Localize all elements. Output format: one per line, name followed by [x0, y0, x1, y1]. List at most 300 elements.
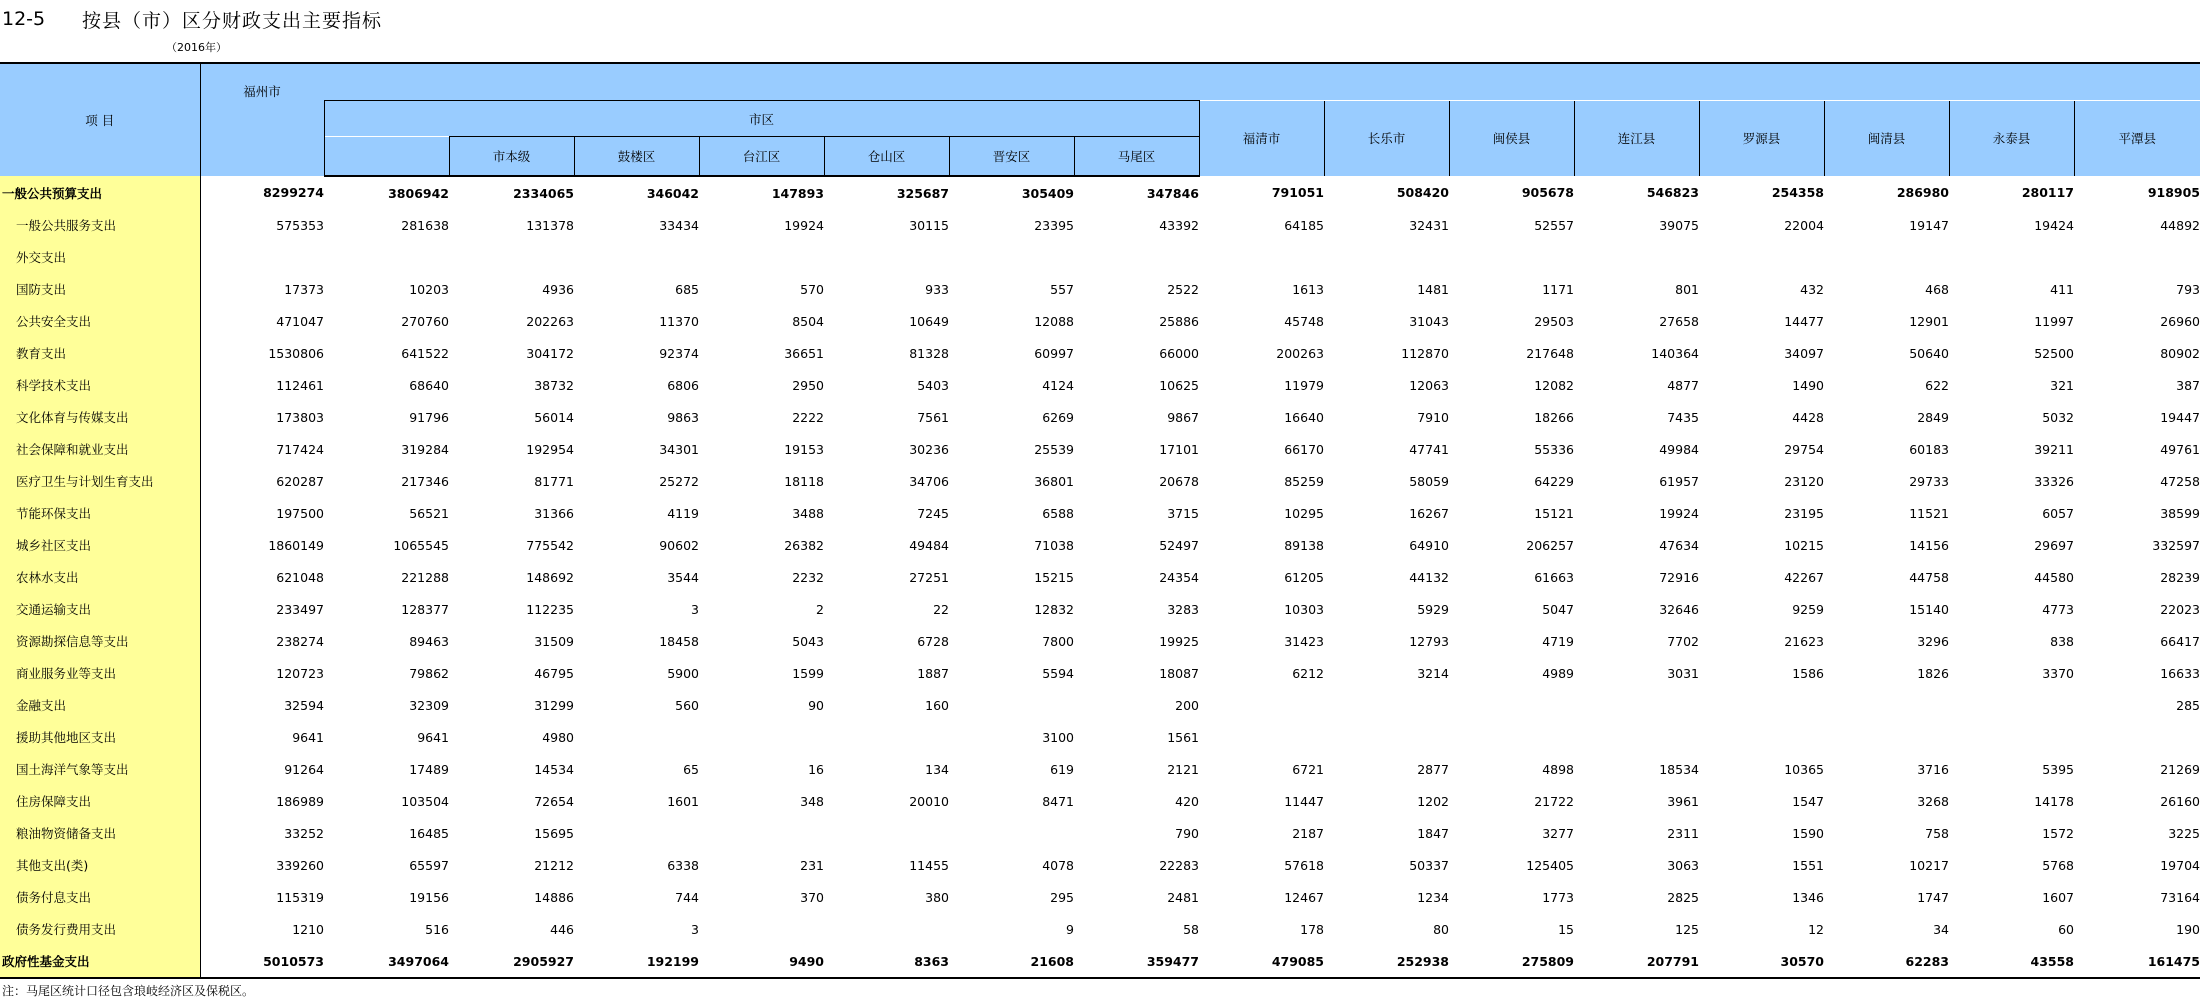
table-cell: 43392	[1159, 217, 1199, 233]
table-cell: 50640	[1909, 345, 1949, 361]
table-cell: 3	[691, 601, 699, 617]
table-cell: 39211	[2034, 441, 2074, 457]
table-cell: 3031	[1667, 665, 1699, 681]
table-row	[0, 689, 2200, 721]
table-cell: 1599	[792, 665, 824, 681]
table-cell: 14886	[534, 889, 574, 905]
table-cell: 1607	[2042, 889, 2074, 905]
table-cell: 479085	[1199, 945, 1324, 978]
table-cell: 2849	[1917, 409, 1949, 425]
table-row	[0, 945, 2200, 978]
table-cell: 44132	[1409, 569, 1449, 585]
table-cell: 46795	[534, 665, 574, 681]
table-cell: 15215	[1034, 569, 1074, 585]
row-label: 政府性基金支出	[0, 945, 200, 978]
table-cell: 34301	[659, 441, 699, 457]
table-cell: 44758	[1909, 569, 1949, 585]
row-label: 教育支出	[0, 337, 200, 369]
row-label: 国土海洋气象等支出	[0, 753, 200, 785]
table-cell: 72916	[1659, 569, 1699, 585]
table-cell: 147893	[771, 185, 824, 201]
table-cell: 933	[925, 281, 949, 297]
table-cell: 18118	[784, 473, 824, 489]
table-cell: 12	[1808, 921, 1824, 937]
table-cell: 2232	[792, 569, 824, 585]
table-year: （2016年）	[166, 41, 227, 54]
table-cell: 304172	[526, 345, 574, 361]
table-cell: 47634	[1659, 537, 1699, 553]
table-cell: 5768	[2042, 857, 2074, 873]
table-cell: 64910	[1409, 537, 1449, 553]
table-cell: 20678	[1159, 473, 1199, 489]
table-cell: 128377	[401, 601, 449, 617]
table-cell	[1824, 241, 1949, 273]
table-cell: 19424	[2034, 217, 2074, 233]
table-cell: 26160	[2160, 793, 2200, 809]
table-cell: 25886	[1159, 313, 1199, 329]
table-cell: 2334065	[513, 185, 574, 201]
table-cell	[1699, 241, 1824, 273]
table-row	[0, 913, 2200, 945]
table-cell: 81771	[534, 473, 574, 489]
table-cell	[574, 721, 699, 753]
table-cell: 420	[1175, 793, 1199, 809]
table-cell: 27251	[909, 569, 949, 585]
table-cell: 285	[2176, 697, 2200, 713]
table-cell: 3	[691, 921, 699, 937]
table-cell: 34097	[1784, 345, 1824, 361]
table-cell: 2950	[792, 377, 824, 393]
table-cell: 9	[1066, 921, 1074, 937]
table-cell: 21608	[949, 945, 1074, 978]
table-cell: 57618	[1284, 857, 1324, 873]
table-cell: 26382	[784, 537, 824, 553]
table-cell: 11455	[909, 857, 949, 873]
table-row	[0, 625, 2200, 657]
table-cell: 52500	[2034, 345, 2074, 361]
table-cell: 18087	[1159, 665, 1199, 681]
row-label: 债务发行费用支出	[0, 913, 200, 945]
table-cell: 64185	[1284, 217, 1324, 233]
table-cell: 44580	[2034, 569, 2074, 585]
table-cell: 758	[1925, 825, 1949, 841]
table-cell: 33252	[200, 817, 324, 849]
table-cell: 34706	[909, 473, 949, 489]
table-row	[0, 273, 2200, 305]
table-row	[0, 369, 2200, 401]
table-cell: 295	[1050, 889, 1074, 905]
table-cell	[1824, 689, 1949, 721]
table-cell: 31366	[534, 505, 574, 521]
table-cell: 19924	[784, 217, 824, 233]
table-cell: 62283	[1824, 945, 1949, 978]
table-cell	[2074, 721, 2200, 753]
table-cell: 202263	[526, 313, 574, 329]
table-cell: 115319	[200, 881, 324, 913]
table-cell: 15121	[1534, 505, 1574, 521]
table-row	[0, 401, 2200, 433]
table-cell: 3544	[667, 569, 699, 585]
table-cell: 23395	[1034, 217, 1074, 233]
table-cell: 89463	[409, 633, 449, 649]
table-cell: 1065545	[393, 537, 449, 553]
table-cell: 60	[2058, 921, 2074, 937]
table-cell: 91796	[409, 409, 449, 425]
table-cell: 32646	[1659, 601, 1699, 617]
table-cell: 11521	[1909, 505, 1949, 521]
table-cell: 3283	[1167, 601, 1199, 617]
table-cell: 21269	[2160, 761, 2200, 777]
table-row	[0, 561, 2200, 593]
table-cell	[1199, 241, 1324, 273]
table-cell	[824, 913, 949, 945]
table-cell: 217648	[1526, 345, 1574, 361]
table-cell: 12793	[1409, 633, 1449, 649]
table-cell: 16	[808, 761, 824, 777]
table-cell	[449, 241, 574, 273]
table-cell: 131378	[526, 217, 574, 233]
table-cell: 112461	[200, 369, 324, 401]
row-label: 节能环保支出	[0, 497, 200, 529]
table-cell: 16633	[2160, 665, 2200, 681]
header-spacer	[324, 63, 2200, 101]
table-cell	[1574, 689, 1699, 721]
table-cell: 19147	[1909, 217, 1949, 233]
table-cell: 305409	[1021, 185, 1074, 201]
row-label: 文化体育与传媒支出	[0, 401, 200, 433]
table-cell: 370	[800, 889, 824, 905]
header-district: 鼓楼区	[574, 137, 699, 177]
table-cell: 66170	[1284, 441, 1324, 457]
header-fuzhou: 福州市	[200, 63, 324, 176]
table-cell: 7800	[1042, 633, 1074, 649]
table-cell: 471047	[200, 305, 324, 337]
table-cell: 10215	[1784, 537, 1824, 553]
table-cell: 221288	[401, 569, 449, 585]
table-cell: 7435	[1667, 409, 1699, 425]
table-cell	[824, 817, 949, 849]
header-county: 连江县	[1574, 101, 1699, 177]
table-cell: 12088	[1034, 313, 1074, 329]
table-cell: 575353	[200, 209, 324, 241]
table-cell: 1613	[1292, 281, 1324, 297]
table-cell: 43558	[1949, 945, 2074, 978]
table-cell: 15140	[1909, 601, 1949, 617]
table-cell: 9863	[667, 409, 699, 425]
table-cell: 31509	[534, 633, 574, 649]
table-cell: 1530806	[200, 337, 324, 369]
table-cell: 16640	[1284, 409, 1324, 425]
table-cell: 15695	[534, 825, 574, 841]
table-cell: 5403	[917, 377, 949, 393]
table-cell: 2905927	[449, 945, 574, 978]
row-label: 一般公共服务支出	[0, 209, 200, 241]
table-cell: 36801	[1034, 473, 1074, 489]
table-cell	[1574, 721, 1699, 753]
table-cell: 10649	[909, 313, 949, 329]
row-label: 金融支出	[0, 689, 200, 721]
table-cell: 1860149	[200, 529, 324, 561]
table-cell	[699, 241, 824, 273]
table-cell: 2121	[1167, 761, 1199, 777]
table-cell	[1449, 721, 1574, 753]
table-cell: 61205	[1284, 569, 1324, 585]
table-cell: 5929	[1417, 601, 1449, 617]
row-label: 住房保障支出	[0, 785, 200, 817]
table-cell: 332597	[2152, 537, 2200, 553]
table-cell: 25539	[1034, 441, 1074, 457]
table-cell: 32594	[200, 689, 324, 721]
table-cell: 10295	[1284, 505, 1324, 521]
table-cell: 6806	[667, 377, 699, 393]
table-cell: 359477	[1074, 945, 1199, 978]
table-cell: 380	[925, 889, 949, 905]
table-cell: 801	[1675, 281, 1699, 297]
header-county: 长乐市	[1324, 101, 1449, 177]
table-cell: 32431	[1409, 217, 1449, 233]
table-cell: 560	[675, 697, 699, 713]
table-cell: 18534	[1659, 761, 1699, 777]
table-cell: 321	[2050, 377, 2074, 393]
row-label: 外交支出	[0, 241, 200, 273]
table-cell: 8363	[824, 945, 949, 978]
table-cell: 12901	[1909, 313, 1949, 329]
table-row	[0, 305, 2200, 337]
table-cell: 22023	[2160, 601, 2200, 617]
table-cell: 6057	[2042, 505, 2074, 521]
table-cell: 60997	[1034, 345, 1074, 361]
table-cell	[949, 817, 1074, 849]
table-cell: 3214	[1417, 665, 1449, 681]
table-cell: 206257	[1526, 537, 1574, 553]
table-cell: 58	[1183, 921, 1199, 937]
table-cell	[1074, 241, 1199, 273]
table-cell: 42267	[1784, 569, 1824, 585]
table-cell: 19447	[2160, 409, 2200, 425]
table-cell: 21212	[534, 857, 574, 873]
table-cell: 23120	[1784, 473, 1824, 489]
table-cell: 2311	[1667, 825, 1699, 841]
table-cell: 346042	[646, 185, 699, 201]
table-cell: 14534	[534, 761, 574, 777]
table-cell	[699, 913, 824, 945]
table-cell: 125	[1675, 921, 1699, 937]
table-cell: 17489	[409, 761, 449, 777]
table-cell: 280117	[2021, 185, 2074, 200]
table-cell: 2877	[1417, 761, 1449, 777]
table-cell	[1699, 721, 1824, 753]
table-cell: 47258	[2160, 473, 2200, 489]
table-cell: 2481	[1167, 889, 1199, 905]
table-cell: 9867	[1167, 409, 1199, 425]
table-cell: 49761	[2160, 441, 2200, 457]
table-cell: 81328	[909, 345, 949, 361]
table-cell: 238274	[200, 625, 324, 657]
table-cell	[574, 241, 699, 273]
table-cell: 557	[1050, 281, 1074, 297]
row-label: 援助其他地区支出	[0, 721, 200, 753]
table-cell: 641522	[401, 345, 449, 361]
table-cell: 16267	[1409, 505, 1449, 521]
table-cell: 217346	[401, 473, 449, 489]
table-cell: 1490	[1792, 377, 1824, 393]
table-cell: 1551	[1792, 857, 1824, 873]
table-cell: 58059	[1409, 473, 1449, 489]
table-row	[0, 849, 2200, 881]
table-cell: 45748	[1284, 313, 1324, 329]
table-cell: 7561	[917, 409, 949, 425]
table-cell: 30570	[1699, 945, 1824, 978]
table-cell: 6338	[667, 857, 699, 873]
table-cell: 15	[1558, 921, 1574, 937]
table-cell: 3296	[1917, 633, 1949, 649]
table-cell: 25272	[659, 473, 699, 489]
table-cell: 92374	[659, 345, 699, 361]
table-cell: 10303	[1284, 601, 1324, 617]
table-cell	[699, 817, 824, 849]
table-cell: 160	[925, 697, 949, 713]
table-cell: 161475	[2074, 945, 2200, 978]
table-cell: 52497	[1159, 537, 1199, 553]
table-cell	[1699, 689, 1824, 721]
table-cell: 685	[675, 281, 699, 297]
row-label: 国防支出	[0, 273, 200, 305]
row-label: 商业服务业等支出	[0, 657, 200, 689]
table-cell: 33326	[2034, 473, 2074, 489]
table-cell	[1824, 721, 1949, 753]
table-cell: 1826	[1917, 665, 1949, 681]
table-cell: 65597	[409, 857, 449, 873]
table-cell: 2222	[792, 409, 824, 425]
table-cell: 790	[1175, 825, 1199, 841]
table-row	[0, 881, 2200, 913]
table-cell: 60183	[1909, 441, 1949, 457]
table-cell: 508420	[1396, 185, 1449, 200]
table-cell: 4877	[1667, 377, 1699, 393]
table-cell: 30236	[909, 441, 949, 457]
table-cell: 3961	[1667, 793, 1699, 809]
table-row	[0, 209, 2200, 241]
table-cell: 10217	[1909, 857, 1949, 873]
table-cell: 68640	[409, 377, 449, 393]
table-cell: 6728	[917, 633, 949, 649]
table-cell: 19156	[409, 889, 449, 905]
table-cell: 66000	[1159, 345, 1199, 361]
table-cell: 64229	[1534, 473, 1574, 489]
table-cell: 8504	[792, 313, 824, 329]
table-cell: 112870	[1401, 345, 1449, 361]
table-cell: 21722	[1534, 793, 1574, 809]
table-cell: 2	[816, 601, 824, 617]
table-cell: 1481	[1417, 281, 1449, 297]
table-cell: 4898	[1542, 761, 1574, 777]
table-cell: 207791	[1574, 945, 1699, 978]
table-cell: 85259	[1284, 473, 1324, 489]
table-cell: 26960	[2160, 313, 2200, 329]
table-cell: 286980	[1896, 185, 1949, 200]
table-cell	[1199, 689, 1324, 721]
table-cell: 793	[2176, 281, 2200, 297]
table-cell: 1202	[1417, 793, 1449, 809]
table-cell: 66417	[2160, 633, 2200, 649]
table-cell: 3370	[2042, 665, 2074, 681]
table-cell: 65	[683, 761, 699, 777]
table-cell: 8471	[1042, 793, 1074, 809]
table-row	[0, 465, 2200, 497]
table-cell: 29754	[1784, 441, 1824, 457]
table-cell: 3225	[2168, 825, 2200, 841]
table-cell: 29697	[2034, 537, 2074, 553]
table-cell: 80902	[2160, 345, 2200, 361]
table-row	[0, 657, 2200, 689]
table-cell: 621048	[200, 561, 324, 593]
table-cell: 29733	[1909, 473, 1949, 489]
fiscal-expenditure-table	[0, 62, 2200, 979]
table-cell: 5395	[2042, 761, 2074, 777]
table-cell: 120723	[200, 657, 324, 689]
table-cell: 12082	[1534, 377, 1574, 393]
table-cell: 61663	[1534, 569, 1574, 585]
table-cell: 12832	[1034, 601, 1074, 617]
table-cell: 9641	[417, 729, 449, 745]
table-cell: 1547	[1792, 793, 1824, 809]
row-label: 医疗卫生与计划生育支出	[0, 465, 200, 497]
table-cell: 47741	[1409, 441, 1449, 457]
table-cell: 134	[925, 761, 949, 777]
table-cell: 4719	[1542, 633, 1574, 649]
table-cell	[200, 241, 324, 273]
row-label: 科学技术支出	[0, 369, 200, 401]
page-title	[2, 4, 382, 34]
table-cell: 325687	[896, 185, 949, 201]
table-cell: 55336	[1534, 441, 1574, 457]
table-cell: 90	[808, 697, 824, 713]
table-cell	[1199, 721, 1324, 753]
table-row	[0, 817, 2200, 849]
table-cell: 173803	[200, 401, 324, 433]
table-cell: 3268	[1917, 793, 1949, 809]
table-cell: 1171	[1542, 281, 1574, 297]
table-row	[0, 593, 2200, 625]
table-cell: 2187	[1292, 825, 1324, 841]
table-cell: 3063	[1667, 857, 1699, 873]
table-cell: 5043	[792, 633, 824, 649]
table-cell: 24354	[1159, 569, 1199, 585]
table-cell: 79862	[409, 665, 449, 681]
table-cell: 192954	[526, 441, 574, 457]
table-cell: 11370	[659, 313, 699, 329]
table-cell: 20010	[909, 793, 949, 809]
table-cell	[1949, 241, 2074, 273]
table-row	[0, 433, 2200, 465]
table-cell	[824, 241, 949, 273]
row-label: 农林水支出	[0, 561, 200, 593]
table-cell: 744	[675, 889, 699, 905]
table-note: 注：马尾区统计口径包含琅岐经济区及保税区。	[2, 984, 255, 998]
table-cell: 7702	[1667, 633, 1699, 649]
table-cell: 1572	[2042, 825, 2074, 841]
table-cell: 10365	[1784, 761, 1824, 777]
table-cell: 717424	[200, 433, 324, 465]
table-cell: 71038	[1034, 537, 1074, 553]
table-cell: 432	[1800, 281, 1824, 297]
table-cell: 233497	[200, 593, 324, 625]
table-cell: 10625	[1159, 377, 1199, 393]
table-cell: 17101	[1159, 441, 1199, 457]
table-cell: 570	[800, 281, 824, 297]
table-cell: 12063	[1409, 377, 1449, 393]
table-cell: 348	[800, 793, 824, 809]
